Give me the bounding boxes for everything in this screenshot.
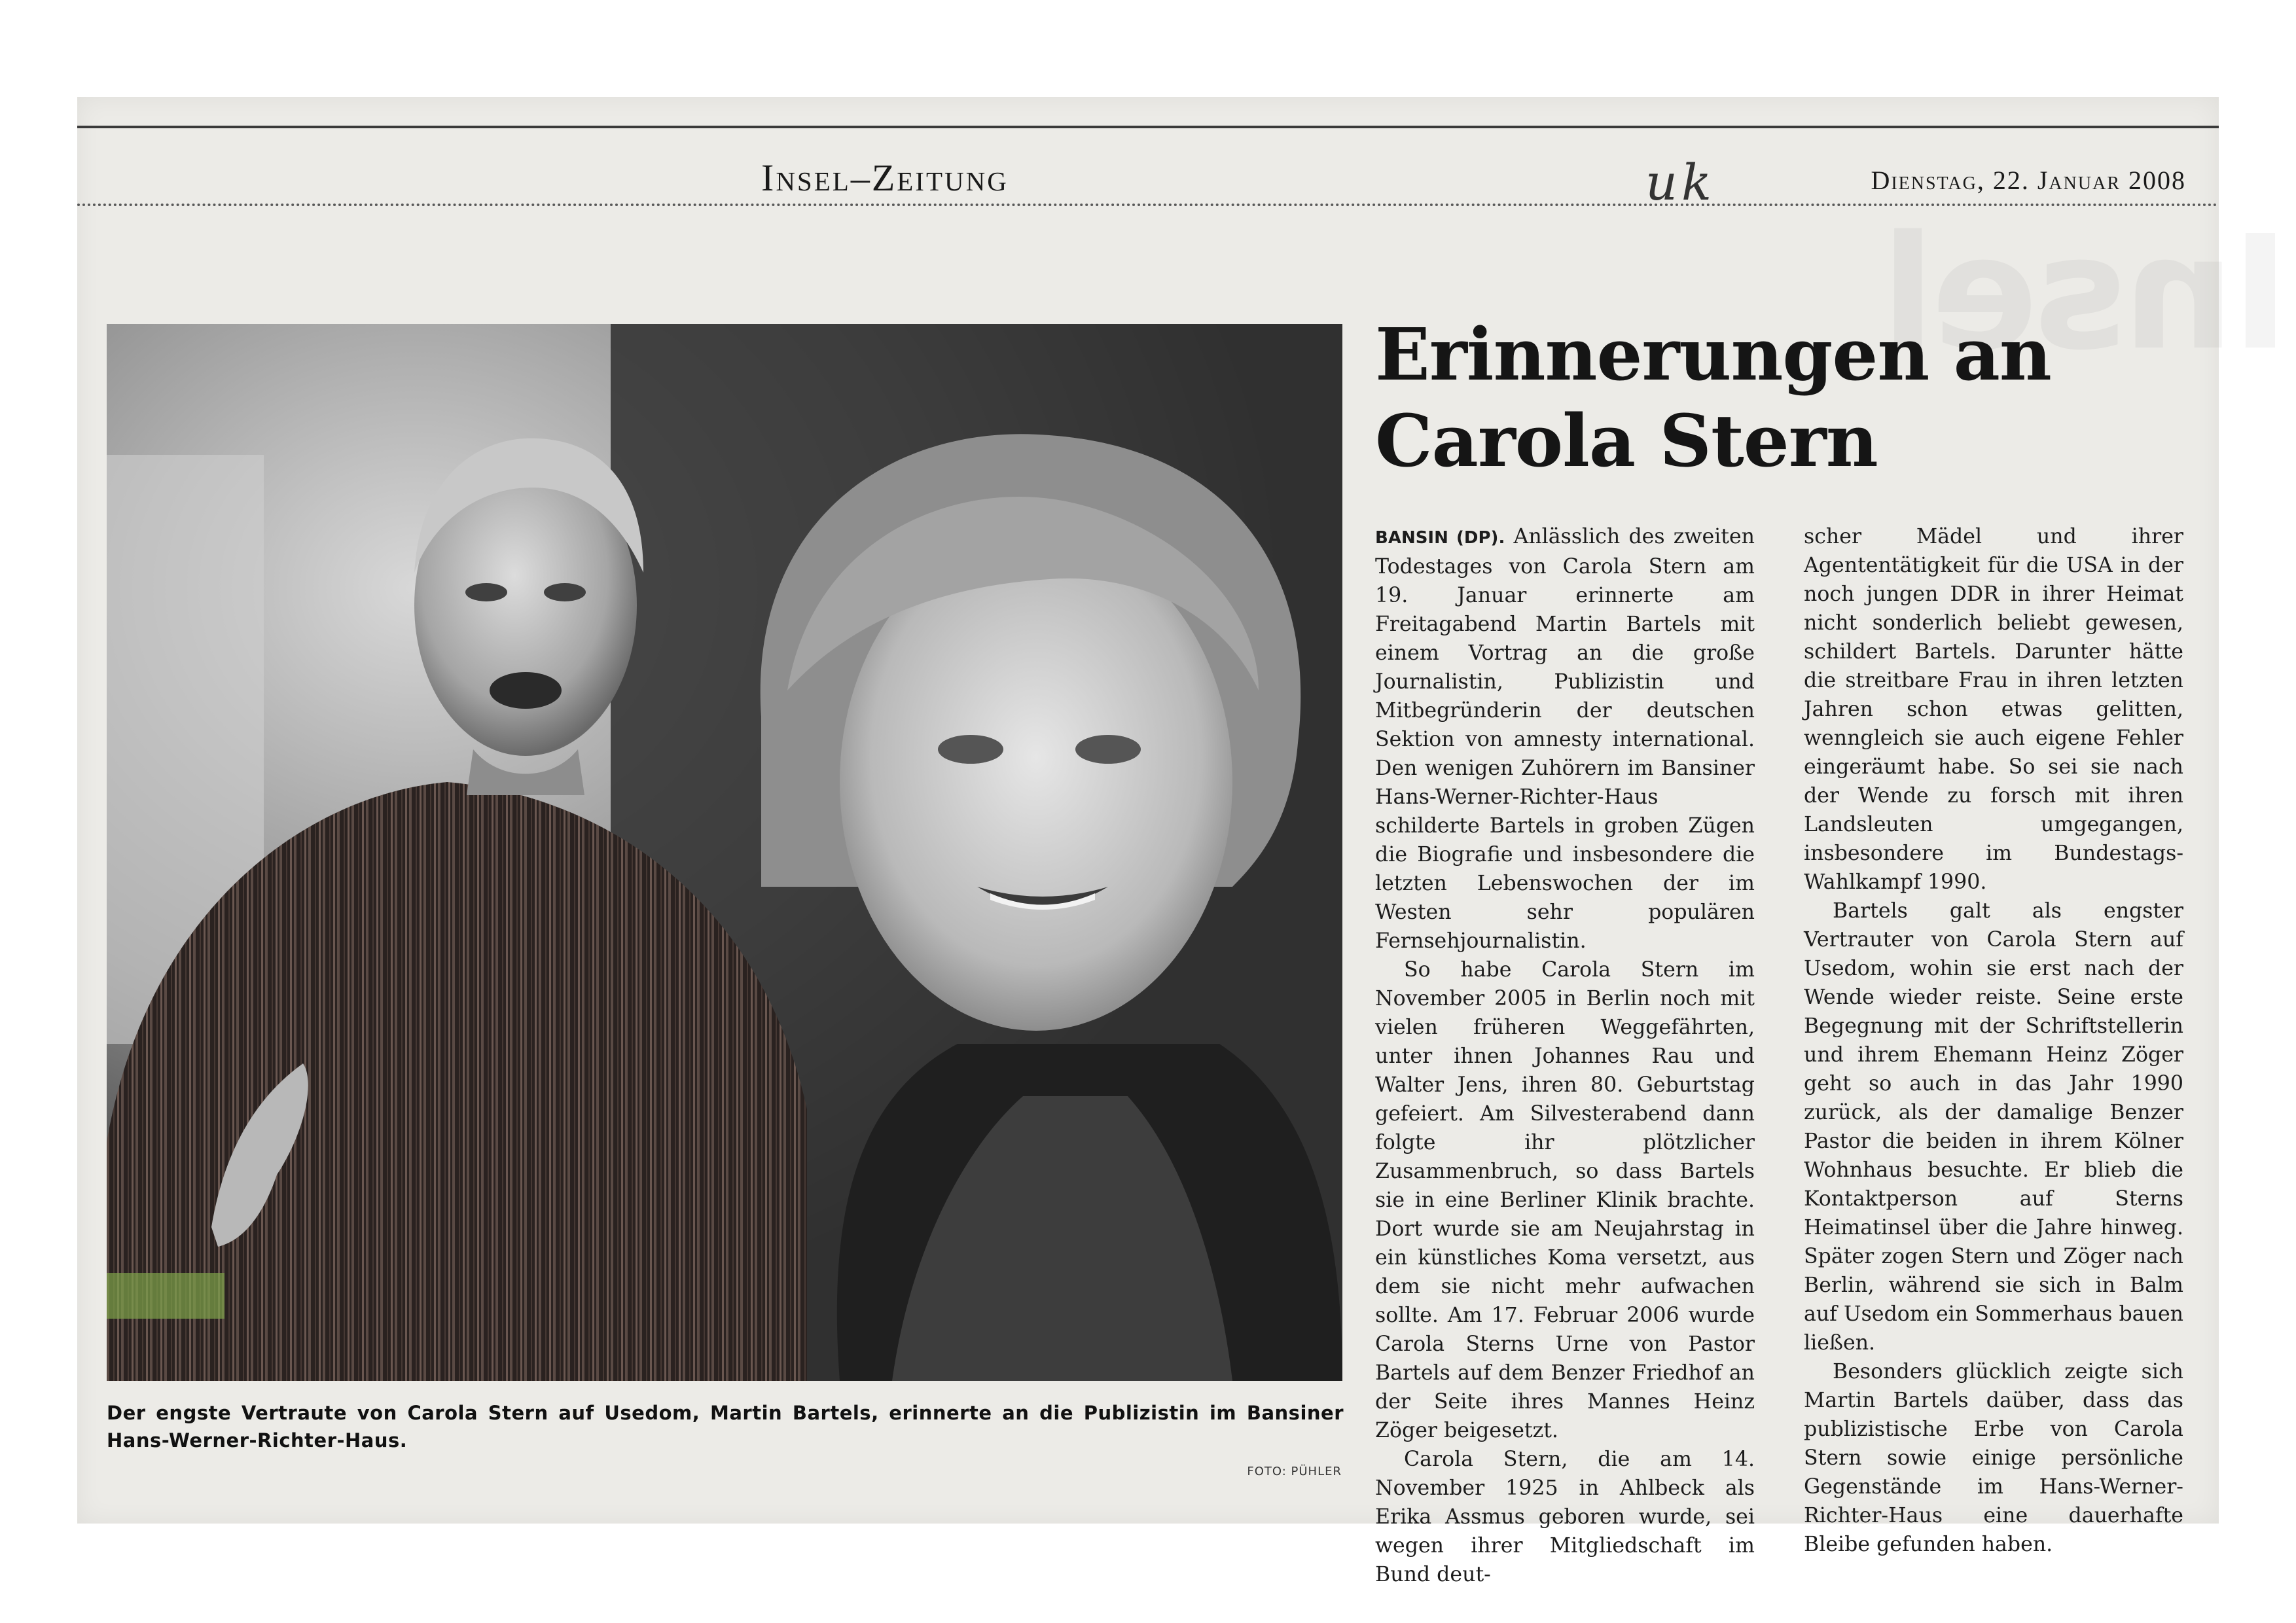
issue-date: Dienstag, 22. Januar 2008 <box>1871 166 2186 195</box>
article-paragraph: So habe Carola Stern im November 2005 in Berlin noch mit vielen früheren Weggefährten, unter ihnen Johannes Rau und Walter Jens, ihren 80. Geburtstag gefeiert. Am Silvesterabend dann folgte ihr plötzlicher Zusammenbruch, so dass Bartels sie in eine Berliner Klinik brachte. Dort wurde sie am Neujahrstag in ein künstliches Koma versetzt, aus dem sie nicht mehr aufwachen sollte. Am 17. Februar 2006 wurde Carola Sterns Urne von Pastor Bartels auf dem Benzer Friedhof an der Seite ihres Mannes Heinz Zöger beigesetzt. <box>1375 958 1755 1442</box>
article-paragraph: Besonders glücklich zeigte sich Martin Bartels daüber, dass das publizistische Erbe von Carola Stern sowie einige persönliche Gegenstände im Hans-Werner-Richter-Haus eine dauerhafte Bleibe gefunden haben. <box>1804 1360 2183 1556</box>
top-rule <box>77 126 2219 128</box>
photo-credit: FOTO: PÜHLER <box>1247 1465 1342 1478</box>
headline <box>1375 312 2193 484</box>
headline-line-1: Erinnerungen an <box>1375 312 2051 397</box>
photo-illustration <box>107 324 1342 1381</box>
paragraph-text: Anlässlich des zweiten Todestages von Carola Stern am 19. Januar erinnerte am Freitagabend Martin Bartels mit einem Vortrag an die große Journalistin, Publizistin und Mitbegründerin der deutschen Sektion von amnesty international. Den wenigen Zuhörern im Bansiner Hans-Werner-Richter-Haus schilderte Bartels in groben Zügen die Biografie und insbesondere die letzten Lebenswochen der im Westen sehr populären Fernsehjournalistin. <box>1375 525 1755 953</box>
handwritten-note: uk <box>1645 153 1715 211</box>
article-column-2 <box>1804 522 2183 1559</box>
masthead: Insel–Zeitung <box>761 156 1009 199</box>
article-paragraph: Carola Stern, die am 14. November 1925 in Ahlbeck als Erika Assmus geboren wurde, sei wegen ihrer Mitgliedschaft im Bund deut- <box>1375 1448 1755 1586</box>
dateline: BANSIN (DP). <box>1375 528 1505 548</box>
photo-caption: Der engste Vertraute von Carola Stern auf Usedom, Martin Bartels, erinnerte an die Publizistin im Bansiner Hans-Werner-Richter-Haus. <box>107 1402 1344 1452</box>
article-paragraph: scher Mädel und ihrer Agententätigkeit für die USA in der noch jungen DDR in ihrer Heimat nicht sonderlich beliebt gewesen, schildert Bartels. Darunter hätte die streitbare Frau in ihren letzten Jahren schon etwas gelitten, wenngleich sie auch eigene Fehler eingeräumt habe. So sei sie nach der Wende zu forsch mit ihren Landsleuten umgegangen, insbesondere im Bundestags-Wahlkampf 1990. <box>1804 525 2183 894</box>
article-paragraph <box>1375 522 1755 955</box>
headline-line-2: Carola Stern <box>1375 399 1878 483</box>
article-paragraph: Bartels galt als engster Vertrauter von Carola Stern auf Usedom, wohin sie erst nach der Wende wieder reiste. Seine erste Begegnung mit der Schriftstellerin und ihrem Ehemann Heinz Zöger geht so auch in das Jahr 1990 zurück, als der damalige Benzer Pastor die beiden in ihrem Kölner Wohnhaus besuchte. Er blieb die Kontaktperson auf Sterns Heimatinsel über die Jahre hinweg. Später zogen Stern und Zöger nach Berlin, während sie sich in Balm auf Usedom ein Sommerhaus bauen ließen. <box>1804 899 2183 1355</box>
dotted-rule <box>77 204 2219 206</box>
newspaper-clipping <box>77 97 2219 1586</box>
article-column-1 <box>1375 522 1755 1589</box>
article-photo <box>107 324 1342 1381</box>
